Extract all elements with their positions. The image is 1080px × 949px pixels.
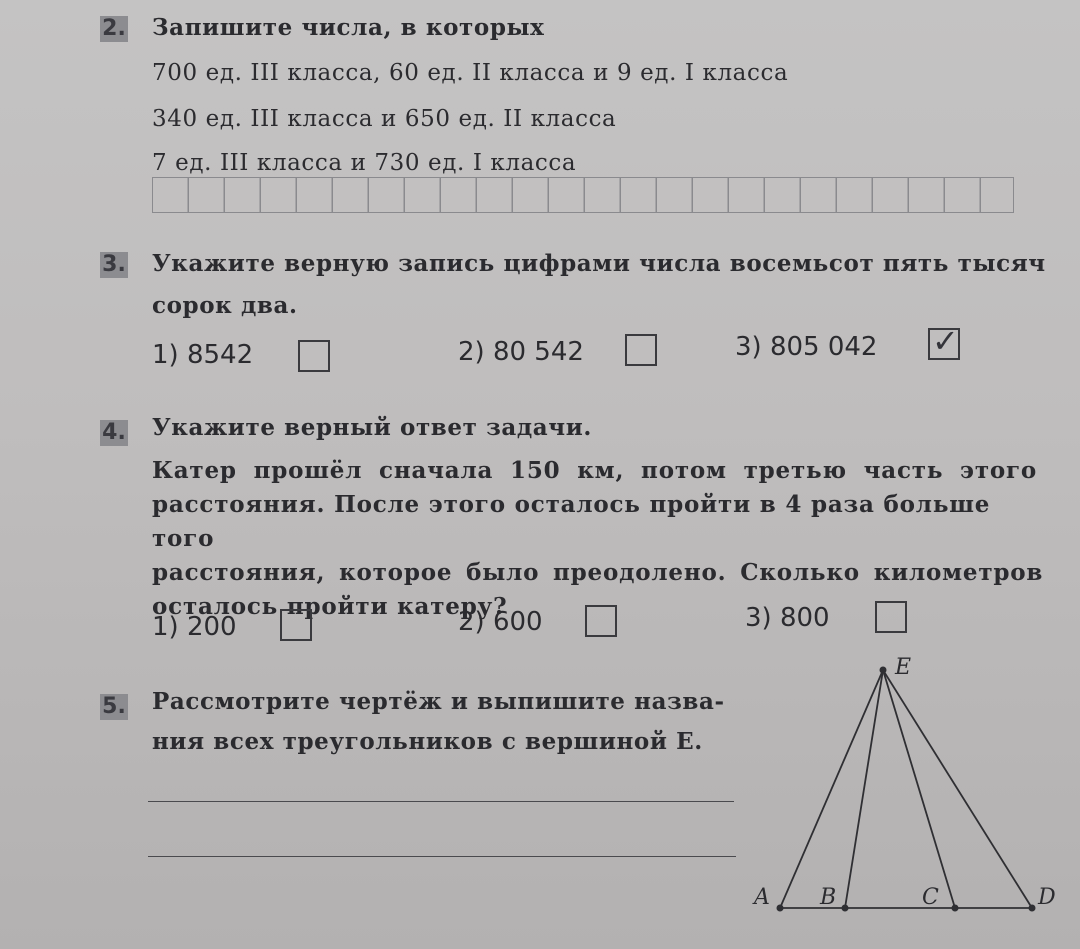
label-c: C (922, 885, 939, 910)
option-label-3: 3) 800 (745, 603, 830, 633)
task-prompt-cont: ния всех треугольников с вершиной E. (152, 728, 703, 755)
option-checkbox-2[interactable] (585, 605, 617, 637)
task-prompt: Укажите верный ответ задачи. (152, 414, 592, 441)
task-prompt: Укажите верную запись цифрами числа восемьсот пять тысяч (152, 250, 1046, 277)
option-label-2: 2) 80 542 (458, 337, 584, 367)
answer-line-2[interactable] (148, 856, 736, 857)
option-checkbox-2[interactable] (625, 334, 657, 366)
option-checkbox-3[interactable] (875, 601, 907, 633)
task-number: 4. (100, 420, 128, 446)
point-a (777, 905, 784, 912)
task-line-2: 340 ед. III класса и 650 ед. II класса (152, 106, 617, 132)
task-prompt: Запишите числа, в которых (152, 14, 545, 41)
answer-cells-grid[interactable] (152, 177, 1014, 213)
task-number: 3. (100, 252, 128, 278)
task-number: 5. (100, 694, 128, 720)
label-d: D (1038, 885, 1056, 910)
label-e: E (895, 655, 912, 680)
segment-ea (780, 670, 883, 908)
task-line-3: 7 ед. III класса и 730 ед. I класса (152, 150, 577, 176)
option-checkbox-1[interactable] (298, 340, 330, 372)
point-c (952, 905, 959, 912)
option-checkbox-1[interactable] (280, 609, 312, 641)
task-prompt-cont: сорок два. (152, 292, 298, 319)
point-e (880, 667, 887, 674)
segment-eb (845, 670, 883, 908)
option-label-1: 1) 8542 (152, 340, 254, 370)
task-text (152, 454, 1052, 624)
point-b (842, 905, 849, 912)
check-mark-icon: ✓ (932, 322, 959, 360)
option-label-1: 1) 200 (152, 612, 237, 642)
label-b: B (820, 885, 837, 910)
text-line-1: Катер прошёл сначала 150 км, потом третью часть этого (152, 457, 1038, 484)
segment-ed (883, 670, 1032, 908)
option-label-2: 2) 600 (458, 607, 543, 637)
option-label-3: 3) 805 042 (735, 332, 878, 362)
answer-line-1[interactable] (148, 801, 734, 802)
task-prompt: Рассмотрите чертёж и выпишите назва- (152, 688, 725, 715)
text-line-3: расстояния, которое было преодолено. Сколько километров (152, 559, 1044, 586)
segment-ec (883, 670, 955, 908)
task-line-1: 700 ед. III класса, 60 ед. II класса и 9 ед. I класса (152, 60, 789, 86)
point-d (1029, 905, 1036, 912)
task-number: 2. (100, 16, 128, 42)
text-line-4: осталось пройти катеру? (152, 593, 508, 620)
label-a: A (754, 885, 770, 910)
text-line-2: расстояния. После этого осталось пройти в 4 раза больше того (152, 491, 991, 552)
option-checkbox-3-checked[interactable] (928, 322, 960, 360)
